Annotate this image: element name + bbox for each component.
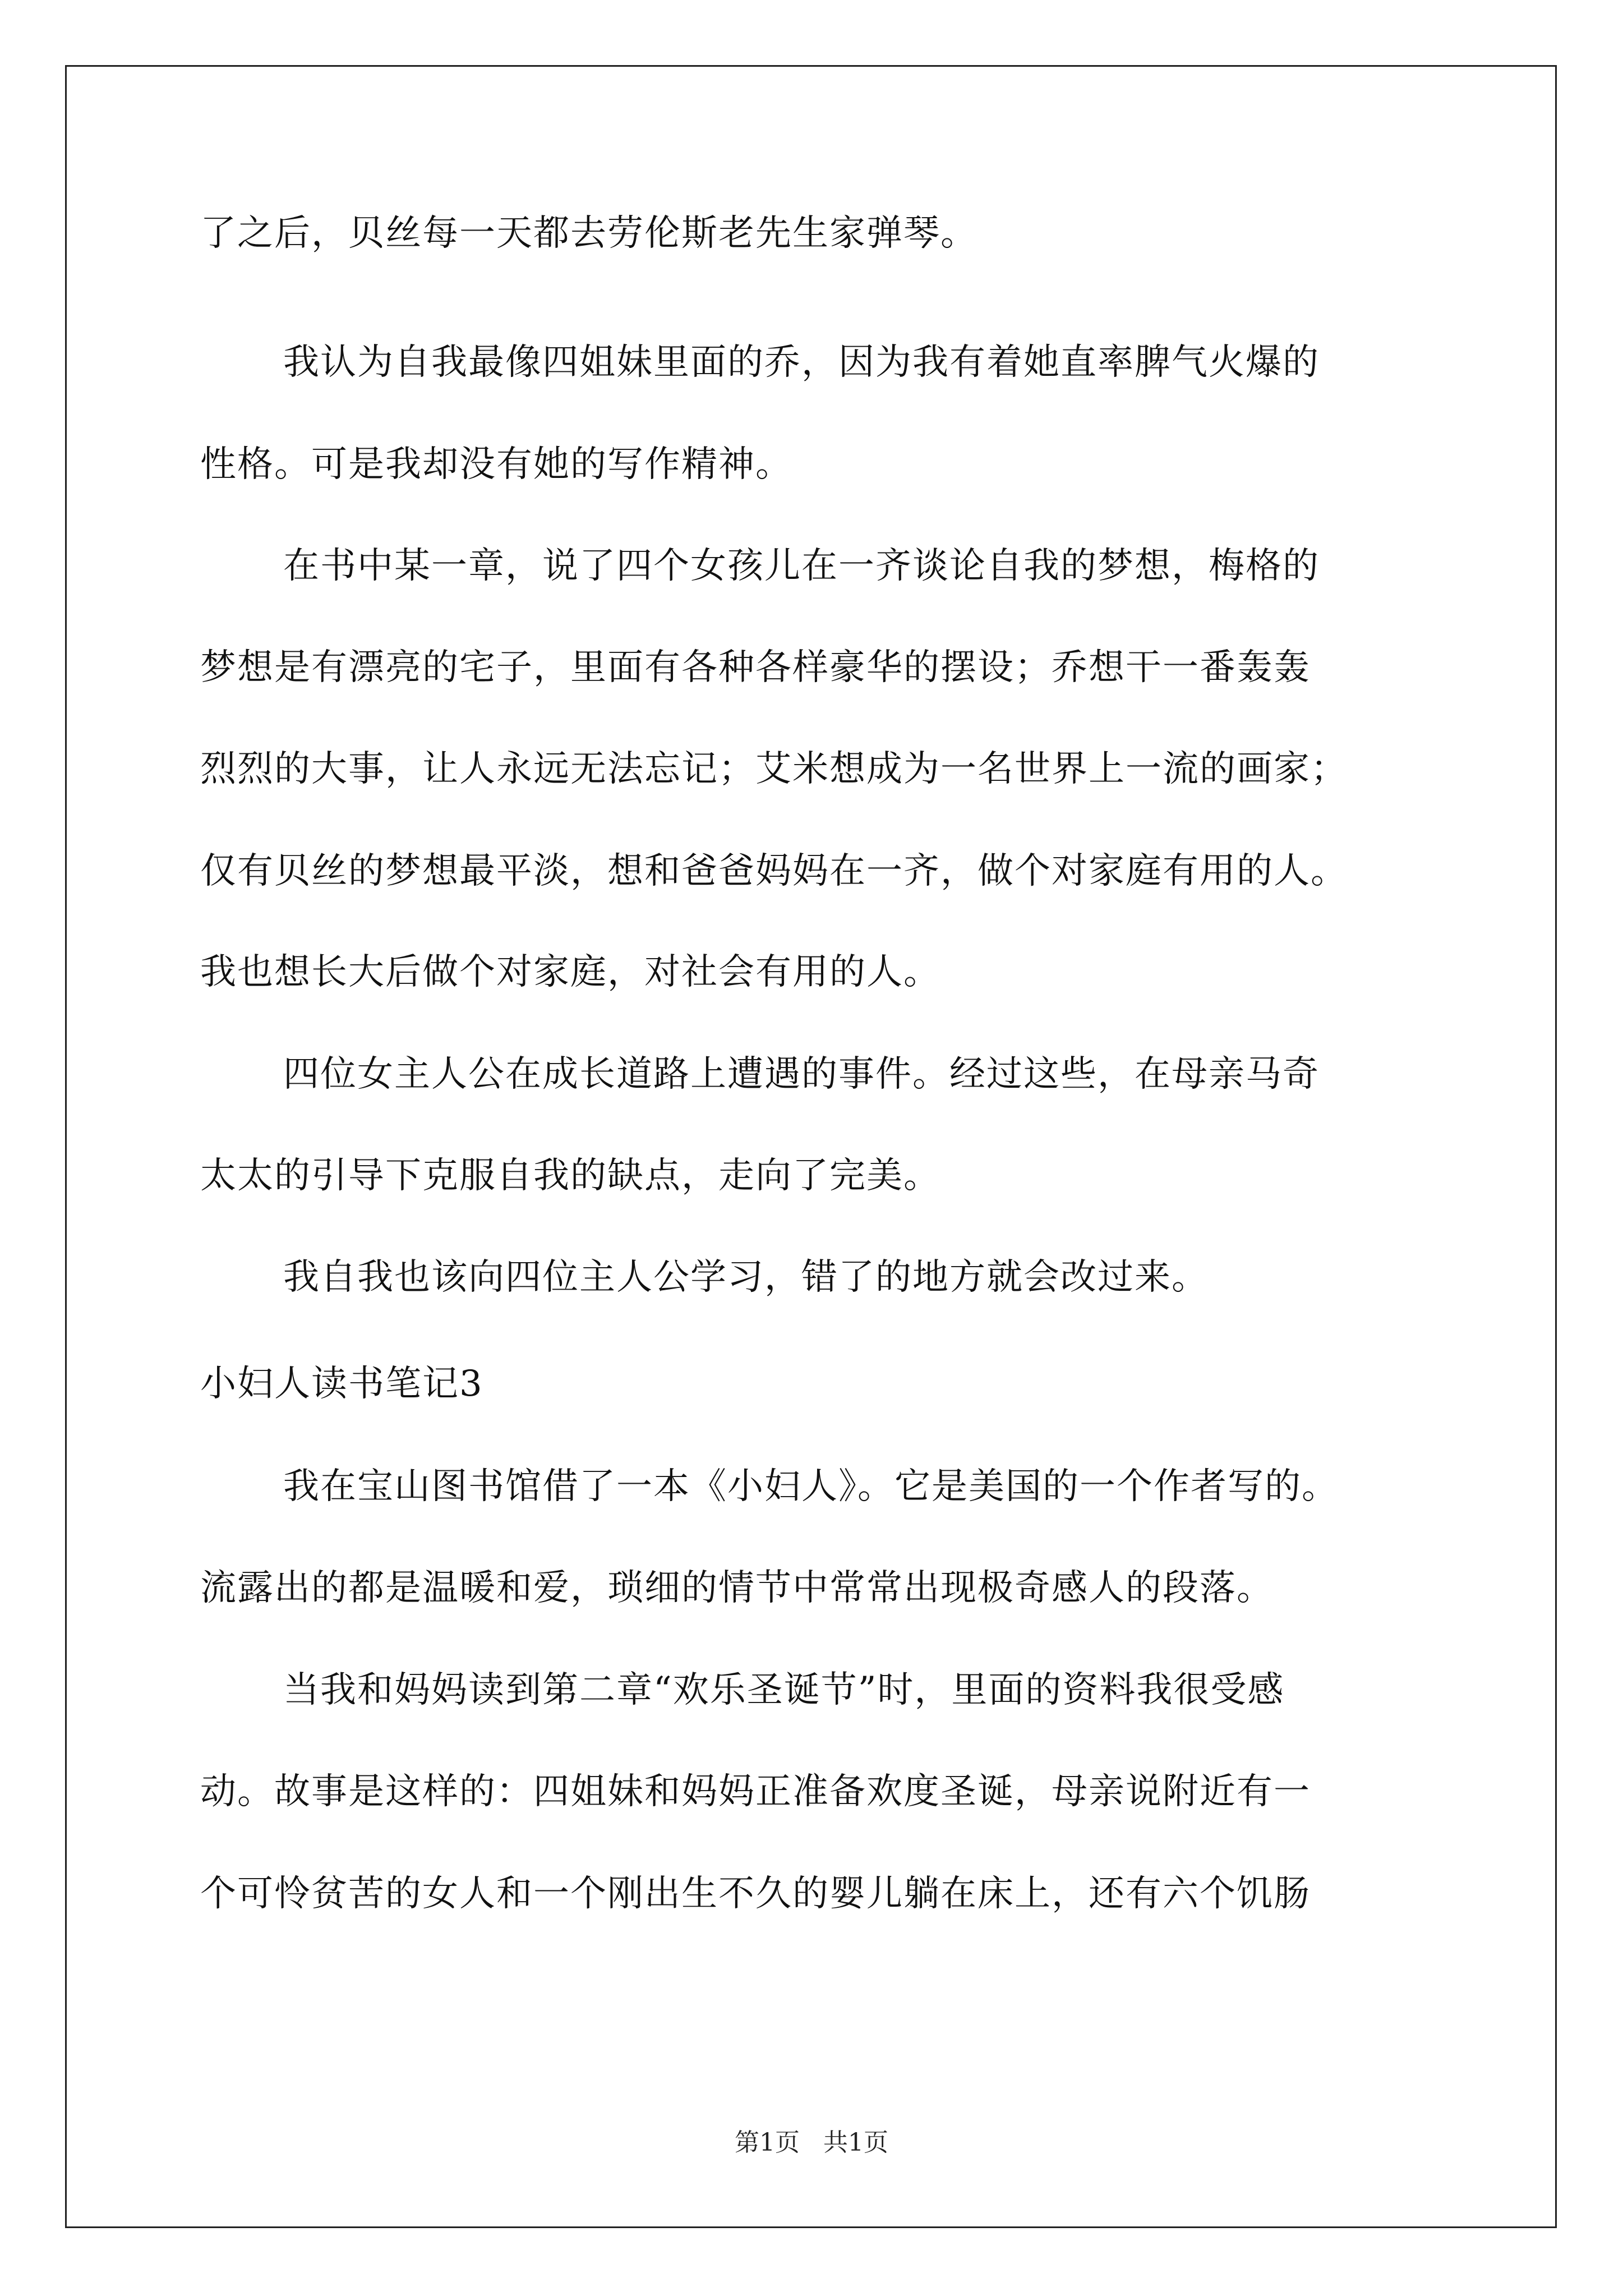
text-line-14: 流露出的都是温暖和爱，琐细的情节中常常出现极奇感人的段落。	[200, 1567, 1274, 1609]
text-line-8: 我也想长大后做个对家庭，对社会有用的人。	[200, 951, 940, 993]
text-line-9: 四位女主人公在成长道路上遭遇的事件。经过这些，在母亲马奇	[283, 1053, 1320, 1095]
page-total: 共1页	[823, 2128, 888, 2157]
text-line-3: 性格。可是我却没有她的写作精神。	[200, 444, 792, 485]
text-line-10: 太太的引导下克服自我的缺点，走向了完美。	[200, 1155, 940, 1197]
text-line-5: 梦想是有漂亮的宅子，里面有各种各样豪华的摆设；乔想干一番轰轰	[200, 647, 1311, 688]
text-line-16: 动。故事是这样的：四姐妹和妈妈正准备欢度圣诞，母亲说附近有一	[200, 1771, 1311, 1812]
section-heading: 小妇人读书笔记3	[200, 1363, 483, 1405]
page-footer	[0, 2126, 1623, 2160]
text-line-11: 我自我也该向四位主人公学习，错了的地方就会改过来。	[283, 1257, 1209, 1298]
text-line-13: 我在宝山图书馆借了一本《小妇人》。它是美国的一个作者写的。	[283, 1466, 1339, 1507]
text-line-2: 我认为自我最像四姐妹里面的乔，因为我有着她直率脾气火爆的	[283, 342, 1320, 383]
text-line-1: 了之后，贝丝每一天都去劳伦斯老先生家弹琴。	[200, 213, 978, 254]
text-line-4: 在书中某一章，说了四个女孩儿在一齐谈论自我的梦想，梅格的	[283, 545, 1320, 587]
text-line-7: 仅有贝丝的梦想最平淡，想和爸爸妈妈在一齐，做个对家庭有用的人。	[200, 850, 1348, 892]
text-line-17: 个可怜贫苦的女人和一个刚出生不久的婴儿躺在床上，还有六个饥肠	[200, 1873, 1311, 1915]
text-line-6: 烈烈的大事，让人永远无法忘记；艾米想成为一名世界上一流的画家；	[200, 748, 1348, 790]
text-line-15: 当我和妈妈读到第二章“欢乐圣诞节”时，里面的资料我很受感	[283, 1669, 1285, 1711]
page-number: 第1页	[735, 2128, 800, 2157]
